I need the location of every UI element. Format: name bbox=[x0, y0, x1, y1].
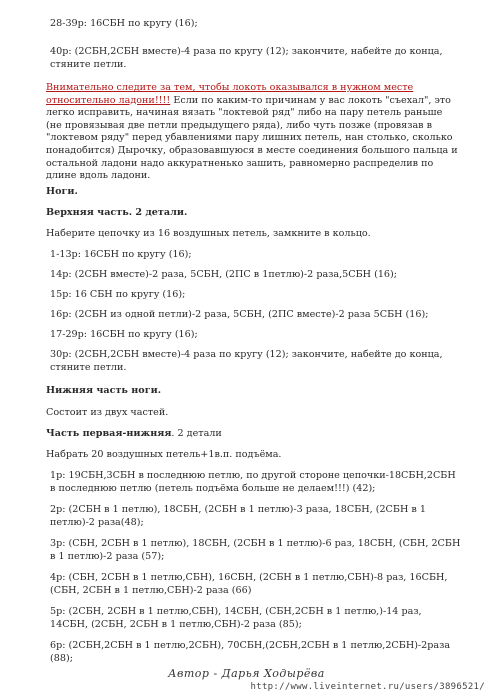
text-line: Наберите цепочку из 16 воздушных петель, замкните в кольцо. bbox=[46, 228, 371, 239]
text-line: 14р: (2СБН вместе)-2 раза, 5СБН, (2ПС в 1петлю)-2 раза,5СБН (16); bbox=[50, 269, 398, 280]
text-line: 1р: 19СБН,3СБН в последнюю петлю, по другой стороне цепочки-18СБН,2СБН в последнюю петлю (петель подъёма больше не делаем!!!) (42); bbox=[50, 470, 456, 494]
source-url: http://www.liveinternet.ru/users/3896521/ bbox=[250, 682, 485, 692]
part-heading-rest: . 2 детали bbox=[171, 428, 222, 439]
part-heading-bold: Часть первая-нижняя bbox=[46, 428, 172, 439]
text-line: 17-29р: 16СБН по кругу (16); bbox=[50, 329, 198, 340]
text-line: 15р: 16 СБН по кругу (16); bbox=[50, 289, 186, 300]
warning-rest: Если по каким-то причинам у вас локоть "съехал", это легко исправить, начиная вязать "локтевой ряд" либо на пару петель раньше (не провязывая две петли предыдущего ряда), либо чуть позже (провязав в "локтевом ряду" перед убавлениями пару лишних петель, нан столько, сколько понадобится) Дырочку, образовавшуюся в месте соединения большого пальца и остальной ладони надо аккуратненько зашить, равномерно распределив по длине вдоль ладони. bbox=[46, 94, 458, 182]
text-line: 1-13р: 16СБН по кругу (16); bbox=[50, 249, 192, 260]
warning-text: Внимательно следите за тем, чтобы локоть оказывался в нужном месте относительно ладони!!!! bbox=[46, 82, 414, 106]
text-line: Набрать 20 воздушных петель+1в.п. подъёма. bbox=[46, 449, 282, 460]
section-heading: Ноги. bbox=[46, 186, 78, 197]
text-line: 6р: (2СБН,2СБН в 1 петлю,2СБН), 70СБН,(2СБН,2СБН в 1 петлю,2СБН)-2раза (88); bbox=[50, 640, 451, 664]
text-line: 28-39р: 16СБН по кругу (16); bbox=[50, 18, 198, 29]
text-line: 40р: (2СБН,2СБН вместе)-4 раза по кругу (12); закончите, набейте до конца, стяните петли. bbox=[50, 46, 443, 70]
part-heading bbox=[46, 428, 458, 441]
text-line: 16р: (2СБН из одной петли)-2 раза, 5СБН, (2ПС вместе)-2 раза 5СБН (16); bbox=[50, 309, 429, 320]
text-line: 30р: (2СБН,2СБН вместе)-4 раза по кругу (12); закончите, набейте до конца, стяните петли. bbox=[50, 349, 443, 373]
text-line: 2р: (2СБН в 1 петлю), 18СБН, (2СБН в 1 петлю)-3 раза, 18СБН, (2СБН в 1 петлю)-2 раза(48); bbox=[50, 504, 426, 528]
warning-paragraph bbox=[46, 82, 458, 183]
text-line: 5р: (2СБН, 2СБН в 1 петлю,СБН), 14СБН, (СБН,2СБН в 1 петлю,)-14 раз, 14СБН, (2СБН, 2СБН в 1 петлю,СБН)-2 раза (85); bbox=[50, 606, 422, 630]
text-line: 4р: (СБН, 2СБН в 1 петлю,СБН), 16СБН, (2СБН в 1 петлю,СБН)-8 раз, 16СБН, (СБН, 2СБН в 1 петлю,СБН)-2 раза (66) bbox=[50, 572, 448, 596]
subsection-heading: Верхняя часть. 2 детали. bbox=[46, 207, 188, 218]
subsection-heading: Нижняя часть ноги. bbox=[46, 385, 162, 396]
author-signature: Автор - Дарья Ходырёва bbox=[168, 667, 325, 680]
text-line: 3р: (СБН, 2СБН в 1 петлю), 18СБН, (2СБН в 1 петлю)-6 раз, 18СБН, (СБН, 2СБН в 1 петлю)-2 раза (57); bbox=[50, 538, 461, 562]
text-line: Состоит из двух частей. bbox=[46, 407, 169, 418]
